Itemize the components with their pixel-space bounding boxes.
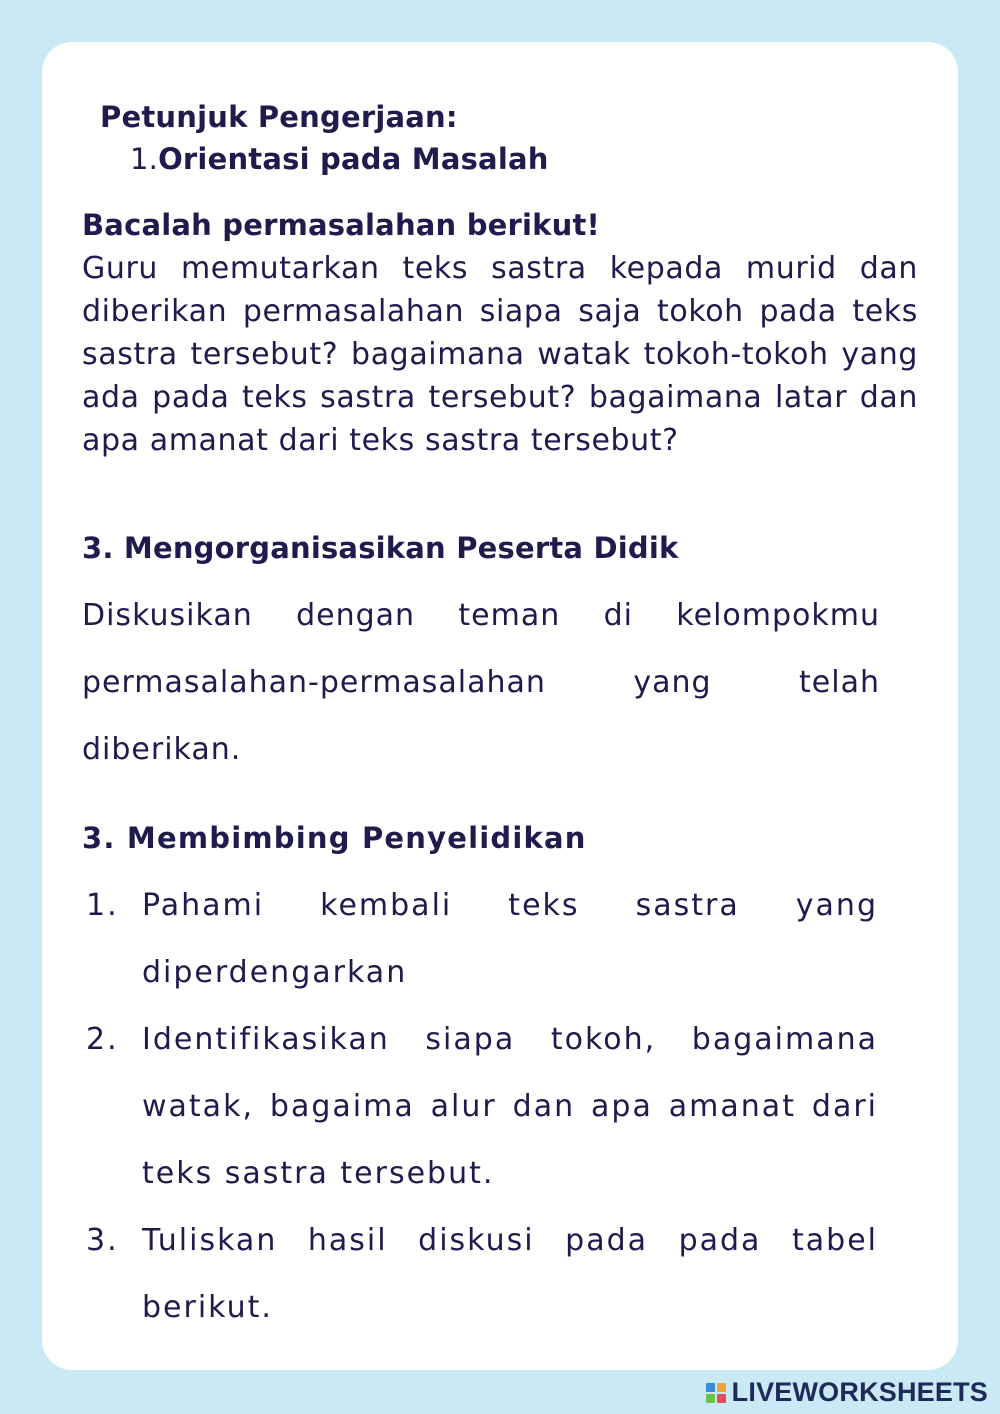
logo-tile-i bbox=[717, 1383, 726, 1392]
guide-section-title: 3. Membimbing Penyelidikan bbox=[82, 821, 587, 855]
guide-step-text: Pahami kembali teks sastra yang diperdengarkan bbox=[142, 888, 878, 990]
guide-step-text: Identifikasikan siapa tokoh, bagaimana watak, bagaima alur dan apa amanat dari teks sastra tersebut. bbox=[142, 1022, 878, 1191]
liveworksheets-icon bbox=[706, 1383, 726, 1403]
worksheet-card bbox=[42, 42, 958, 1370]
guide-step bbox=[86, 1207, 878, 1341]
instructions-title: Petunjuk Pengerjaan: bbox=[100, 100, 458, 134]
guide-step-text: Tuliskan hasil diskusi pada pada tabel berikut. bbox=[142, 1223, 878, 1325]
organize-section-title: 3. Mengorganisasikan Peserta Didik bbox=[82, 531, 679, 565]
problem-heading: Bacalah permasalahan berikut! bbox=[82, 208, 600, 242]
organize-section-text: Diskusikan dengan teman di kelompokmu permasalahan-permasalahan yang telah diberikan. bbox=[82, 598, 880, 767]
guide-step bbox=[86, 872, 878, 1006]
step1-title: Orientasi pada Masalah bbox=[158, 142, 549, 176]
step1-number: 1. bbox=[130, 142, 159, 176]
liveworksheets-logo-text: LIVEWORKSHEETS bbox=[731, 1377, 988, 1407]
step1-heading bbox=[130, 141, 549, 177]
logo-tile-l bbox=[706, 1383, 715, 1392]
guide-steps-list bbox=[86, 872, 878, 1341]
logo-tile-v bbox=[706, 1394, 715, 1403]
liveworksheets-logo[interactable] bbox=[706, 1377, 988, 1408]
guide-step-number: 3. bbox=[86, 1223, 119, 1258]
logo-tile-e bbox=[717, 1394, 726, 1403]
guide-step-number: 1. bbox=[86, 888, 119, 923]
problem-text: Guru memutarkan teks sastra kepada murid dan diberikan permasalahan siapa saja tokoh pada teks sastra tersebut? bagaimana watak tokoh-tokoh yang ada pada teks sastra tersebut? bagaimana latar dan apa amanat dari teks sastra tersebut? bbox=[82, 251, 918, 458]
guide-step bbox=[86, 1006, 878, 1207]
guide-step-number: 2. bbox=[86, 1022, 119, 1057]
